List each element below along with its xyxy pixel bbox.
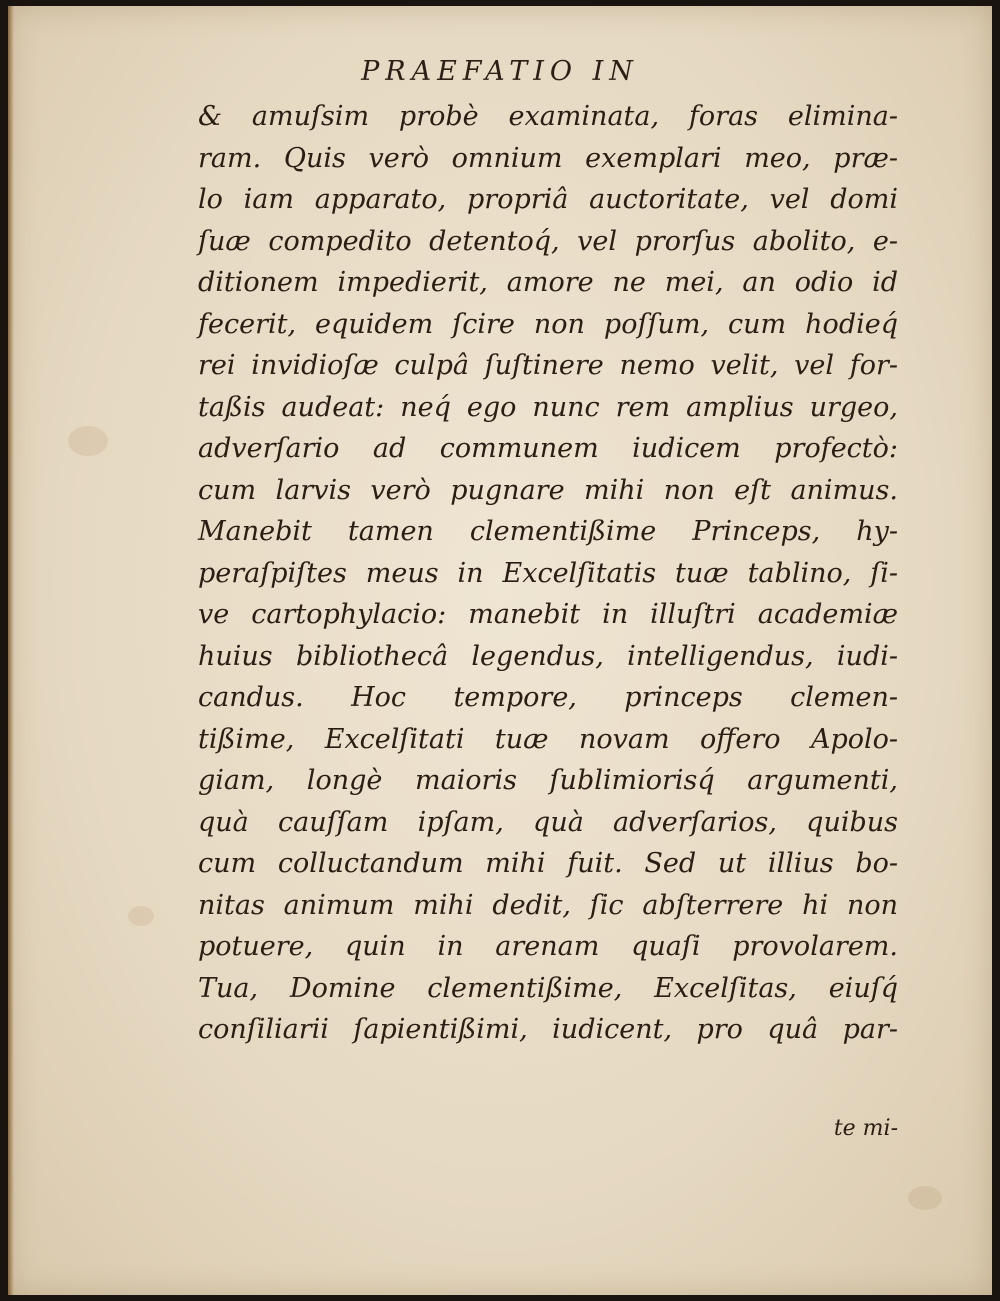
body-text — [198, 96, 898, 1051]
text-line: rei invidioſæ culpâ ſuſtinere nemo velit, vel for- — [198, 350, 898, 381]
text-line: quà cauſſam ipſam, quà adverſarios, quibus — [198, 806, 898, 838]
text-line: Manebit tamen clementißime Princeps, hy- — [198, 516, 898, 547]
page-edge-shadow — [8, 6, 14, 1295]
paper-stain — [128, 906, 154, 926]
text-line: ſuæ compedito detentoq́, vel prorſus abolito, e- — [198, 225, 898, 257]
text-line: huius bibliothecâ legendus, intelligendus, iudi- — [198, 640, 898, 672]
paper-stain — [908, 1186, 942, 1210]
text-line: giam, longè maioris ſublimiorisq́ argumenti, — [198, 765, 898, 796]
text-line: peraſpiſtes meus in Excelſitatis tuæ tablino, ſi- — [198, 557, 898, 589]
text-line: ditionem impedierit, amore ne mei, an odio id — [198, 267, 898, 298]
text-line: & amuſsim probè examinata, foras elimina- — [198, 101, 898, 132]
text-line: cum colluctandum mihi fuit. Sed ut illius bo- — [198, 848, 898, 879]
text-line: ram. Quis verò omnium exemplari meo, præ- — [198, 142, 898, 174]
book-page — [8, 6, 992, 1295]
text-line: conſiliarii ſapientißimi, iudicent, pro quâ par- — [198, 1014, 898, 1045]
text-line: lo iam apparato, propriâ auctoritate, vel domi — [198, 184, 898, 215]
text-line: nitas animum mihi dedit, ſic abſterrere hi non — [198, 889, 898, 921]
catchword: te mi- — [833, 1116, 898, 1141]
text-line: candus. Hoc tempore, princeps clemen- — [198, 682, 898, 713]
running-head: PRAEFATIO IN — [361, 56, 639, 87]
text-line: adverſario ad communem iudicem profectò: — [198, 433, 898, 464]
text-line: fecerit, equidem ſcire non poſſum, cum hodieq́ — [198, 308, 898, 340]
text-line: Tua, Domine clementißime, Excelſitas, eiuſq́ — [198, 972, 898, 1004]
text-line: taßis audeat: neq́ ego nunc rem amplius urgeo, — [198, 391, 898, 423]
text-line: ve cartophylacio: manebit in illuſtri academiæ — [198, 599, 898, 630]
text-line: tißime, Excelſitati tuæ novam offero Apolo- — [198, 723, 898, 755]
paper-stain — [68, 426, 108, 456]
text-line: cum larvis verò pugnare mihi non eſt animus. — [198, 474, 898, 506]
text-line: potuere, quin in arenam quaſi provolarem. — [198, 931, 898, 962]
